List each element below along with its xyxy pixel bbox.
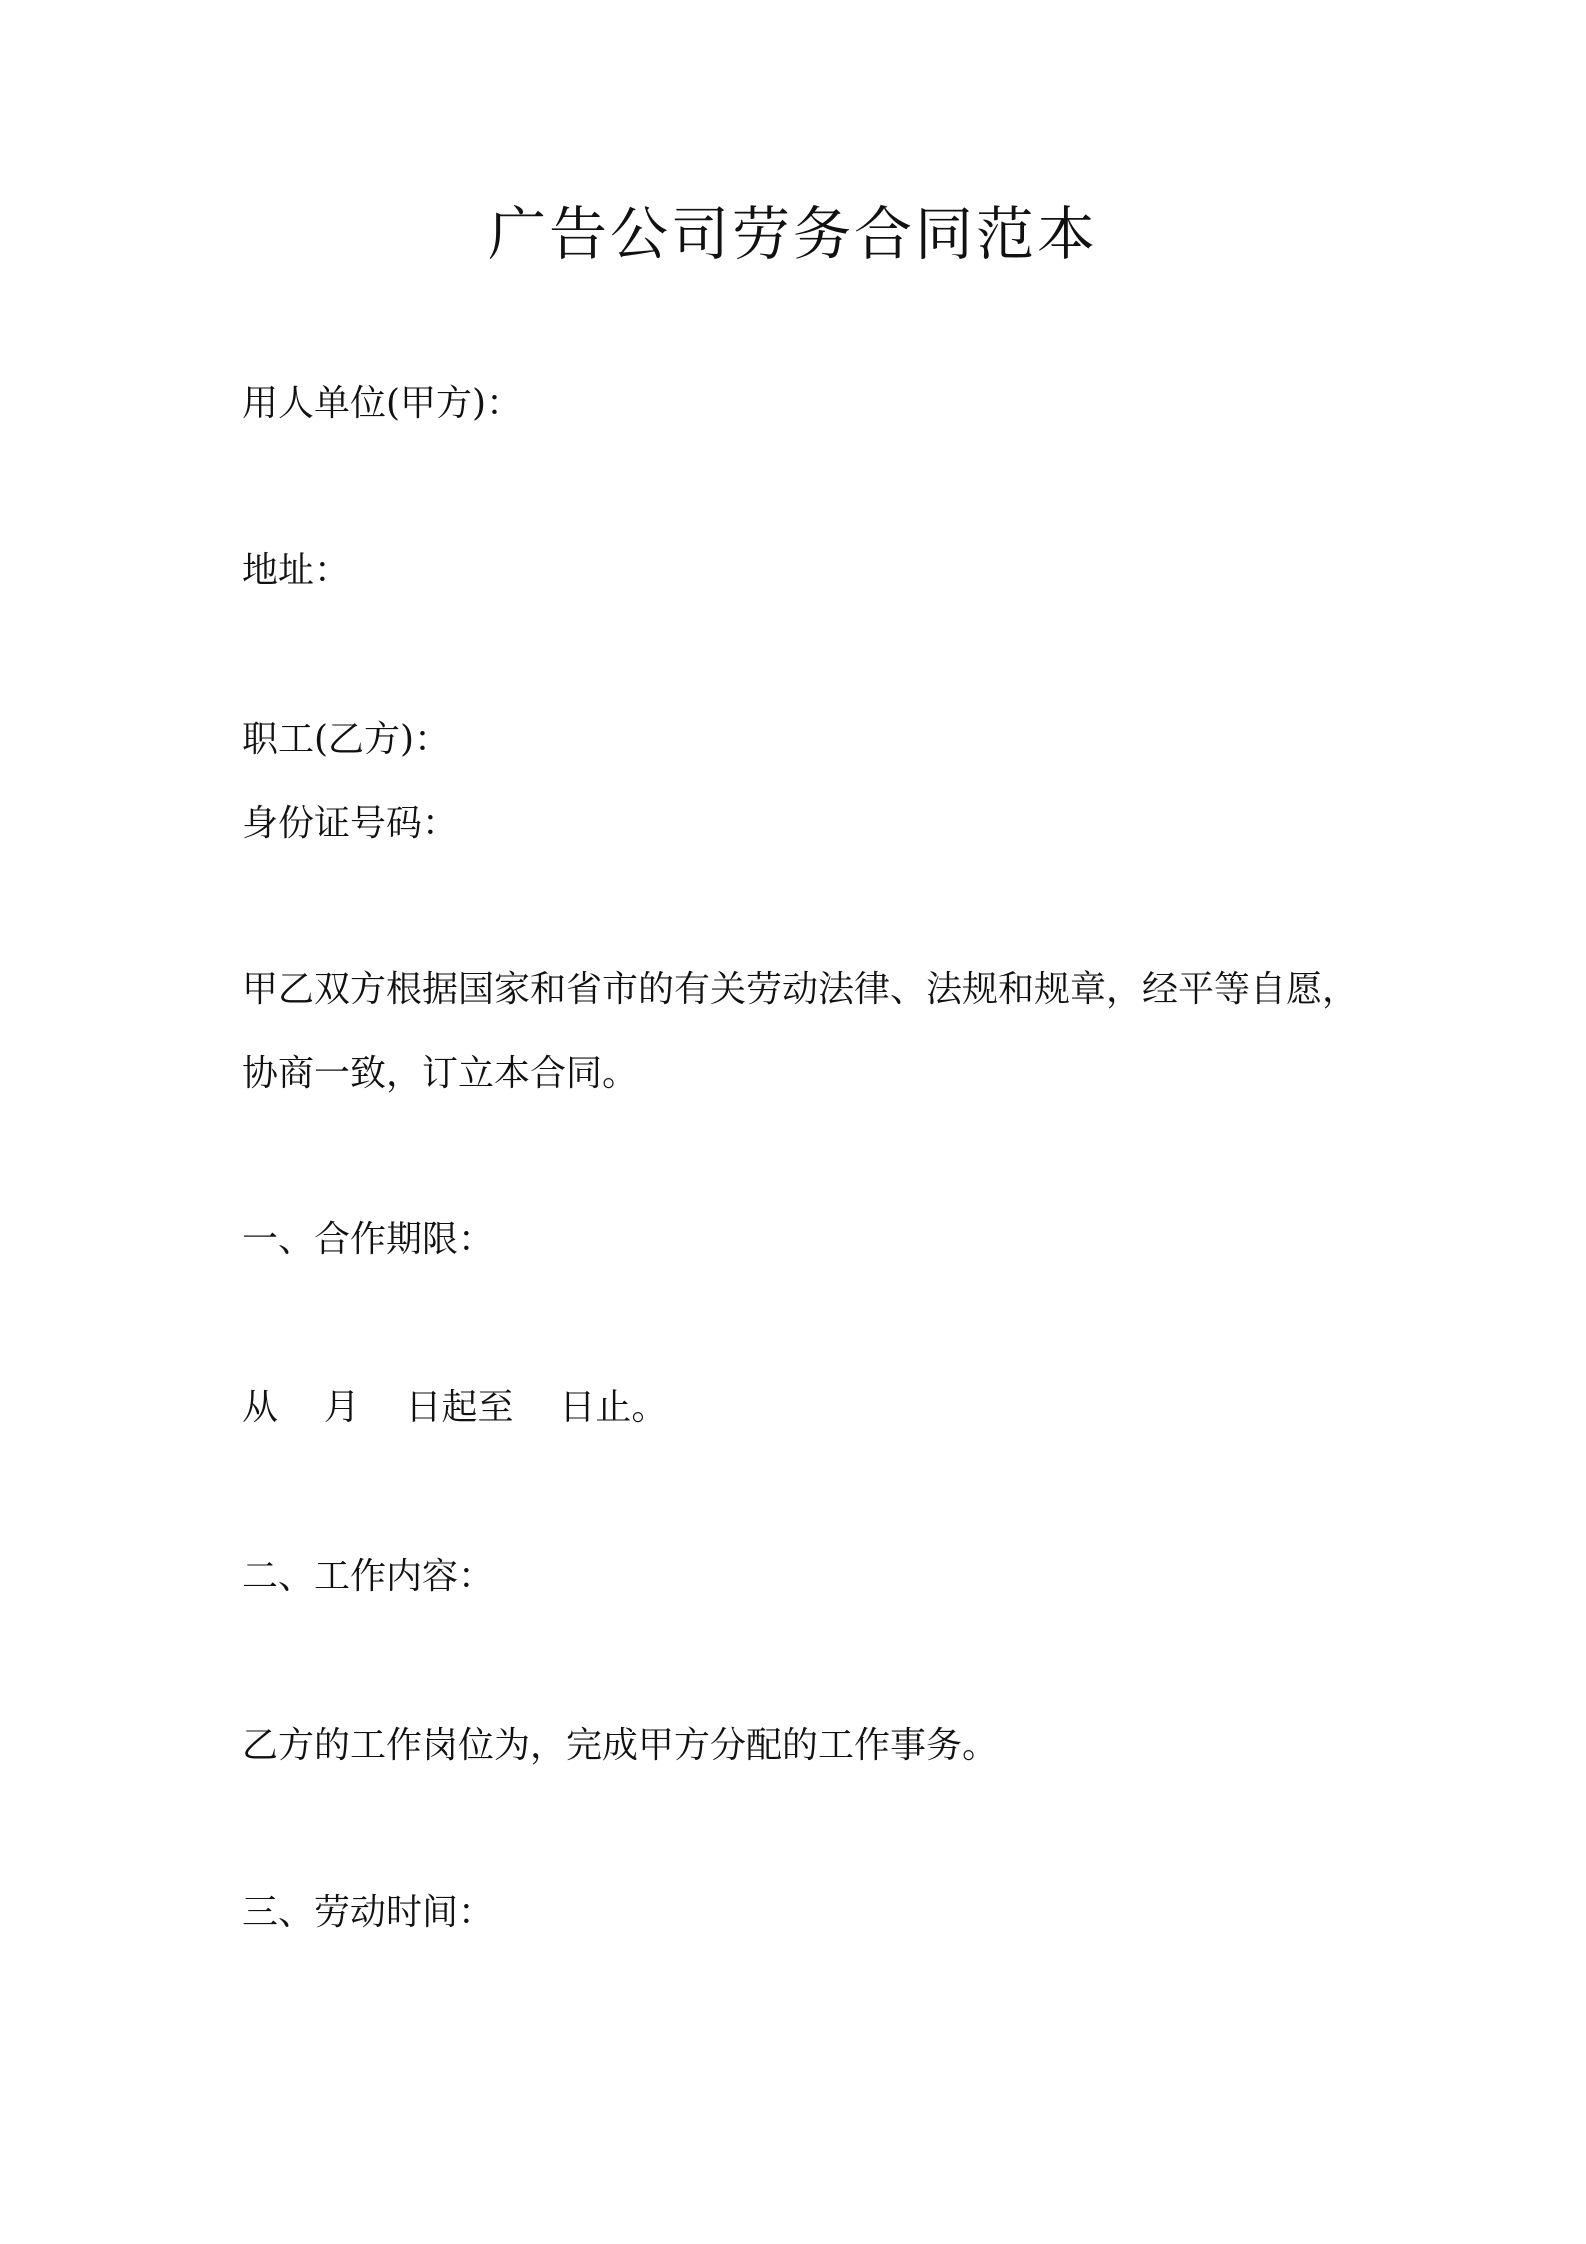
work-content-text: 乙方的工作岗位为，完成甲方分配的工作事务。 bbox=[242, 1725, 999, 1766]
section-heading-working-hours: 三、劳动时间： bbox=[242, 1892, 495, 1933]
document-title: 广告公司劳务合同范本 bbox=[487, 200, 1098, 268]
section-heading-term: 一、合作期限： bbox=[242, 1219, 495, 1260]
employee-field-label: 职工(乙方)： bbox=[242, 719, 451, 760]
preamble-line-2: 协商一致，订立本合同。 bbox=[242, 1053, 639, 1094]
section-heading-work-content: 二、工作内容： bbox=[242, 1556, 495, 1597]
employer-field-label: 用人单位(甲方)： bbox=[242, 383, 523, 424]
id-number-field-label: 身份证号码： bbox=[242, 803, 459, 844]
term-period-text: 从 月 日起至 日止。 bbox=[242, 1387, 668, 1428]
address-field-label: 地址： bbox=[242, 550, 351, 591]
preamble-line-1: 甲乙双方根据国家和省市的有关劳动法律、法规和规章，经平等自愿， bbox=[242, 969, 1359, 1010]
